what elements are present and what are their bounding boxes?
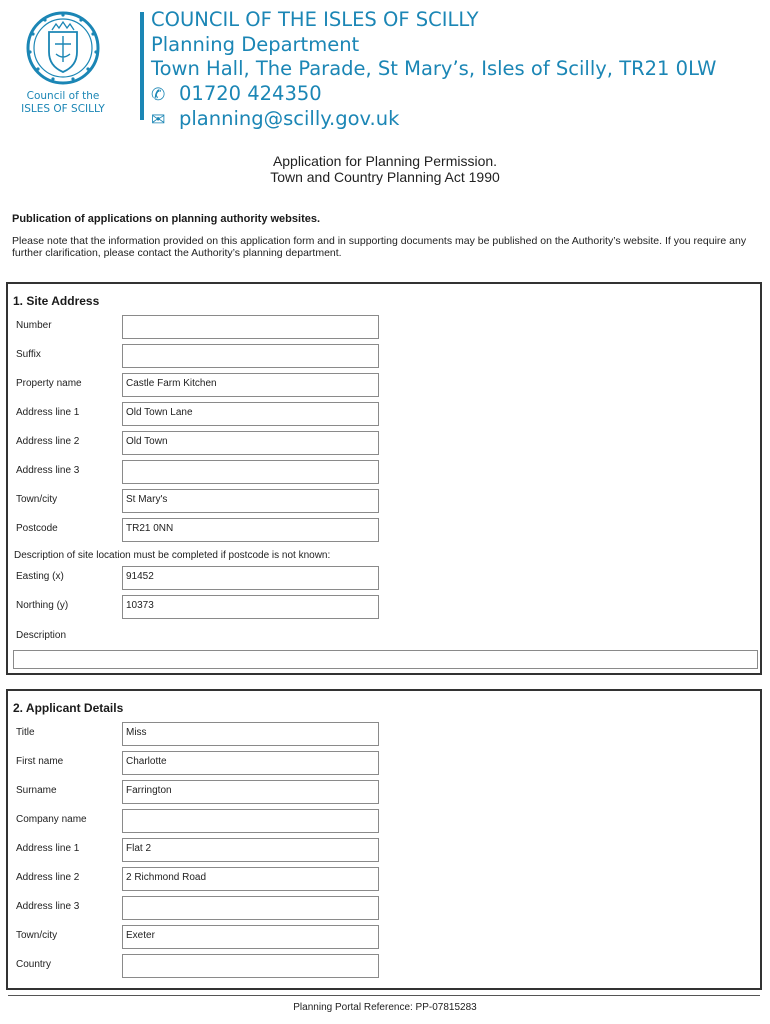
contact-phone <box>151 82 716 108</box>
phone-icon: ✆ <box>151 84 166 105</box>
council-crest-icon <box>25 8 101 88</box>
form-row <box>8 925 760 951</box>
section-title: 1. Site Address <box>13 294 100 308</box>
email-icon: ✉ <box>151 110 166 130</box>
form-row <box>8 566 760 592</box>
field-label: Title <box>16 727 35 738</box>
form-row <box>8 431 760 457</box>
form-row <box>8 751 760 777</box>
field-label: Town/city <box>16 494 58 505</box>
form-row <box>8 867 760 893</box>
site-address-line3-input[interactable] <box>122 460 379 484</box>
header-divider <box>140 12 144 120</box>
country-input[interactable] <box>122 954 379 978</box>
description-label: Description <box>16 630 67 641</box>
department-name: Planning Department <box>151 32 360 56</box>
northing-input[interactable]: 10373 <box>122 595 379 619</box>
form-row <box>8 518 760 544</box>
form-row <box>8 896 760 922</box>
site-address-line2-input[interactable]: Old Town <box>122 431 379 455</box>
applicant-address-line3-input[interactable] <box>122 896 379 920</box>
field-label: Address line 2 <box>16 436 80 447</box>
site-town-input[interactable]: St Mary's <box>122 489 379 513</box>
surname-input[interactable]: Farrington <box>122 780 379 804</box>
council-logo <box>18 8 108 128</box>
form-row <box>8 315 760 341</box>
company-name-input[interactable] <box>122 809 379 833</box>
form-row <box>8 780 760 806</box>
form-row <box>8 460 760 486</box>
field-label: Address line 1 <box>16 407 80 418</box>
form-row <box>8 489 760 515</box>
field-label: Address line 2 <box>16 872 80 883</box>
form-row <box>8 402 760 428</box>
form-row <box>8 838 760 864</box>
logo-text-line1: Council of the <box>26 90 100 102</box>
field-label: Postcode <box>16 523 58 534</box>
contact-email <box>151 107 716 133</box>
publication-notice: Please note that the information provided on this application form and in supporting documents may be published on the Authority’s website. If you require any further clarification, please contact the Authority’s planning department. <box>12 235 747 259</box>
field-label: Surname <box>16 785 57 796</box>
portal-reference: Planning Portal Reference: PP-07815283 <box>293 1002 477 1013</box>
postcode-input[interactable]: TR21 0NN <box>122 518 379 542</box>
council-address: Town Hall, The Parade, St Mary’s, Isles of Scilly, TR21 0LW <box>151 57 717 80</box>
phone-number: 01720 424350 <box>179 81 322 105</box>
form-row <box>8 373 760 399</box>
form-row <box>8 722 760 748</box>
page-header <box>0 0 770 140</box>
form-row <box>8 344 760 370</box>
field-label: Northing (y) <box>16 600 69 611</box>
suffix-input[interactable] <box>122 344 379 368</box>
applicant-address-line2-input[interactable]: 2 Richmond Road <box>122 867 379 891</box>
description-input[interactable] <box>13 650 758 669</box>
document-title <box>0 153 770 185</box>
field-label: Company name <box>16 814 87 825</box>
field-label: Country <box>16 959 52 970</box>
field-label: Address line 3 <box>16 465 80 476</box>
field-label: Number <box>16 320 52 331</box>
field-label: Property name <box>16 378 82 389</box>
number-input[interactable] <box>122 315 379 339</box>
location-note: Description of site location must be completed if postcode is not known: <box>14 550 331 561</box>
title-input[interactable]: Miss <box>122 722 379 746</box>
field-label: Address line 1 <box>16 843 80 854</box>
field-label: Suffix <box>16 349 41 360</box>
field-label: Address line 3 <box>16 901 80 912</box>
form-row <box>8 954 760 980</box>
form-row <box>8 595 760 621</box>
form-row <box>8 809 760 835</box>
site-address-line1-input[interactable]: Old Town Lane <box>122 402 379 426</box>
email-address[interactable]: planning@scilly.gov.uk <box>179 107 400 130</box>
applicant-details-section <box>6 689 762 990</box>
applicant-address-line1-input[interactable]: Flat 2 <box>122 838 379 862</box>
document-title-line2: Town and Country Planning Act 1990 <box>270 169 500 185</box>
field-label: First name <box>16 756 64 767</box>
footer-divider <box>8 995 760 996</box>
field-label: Easting (x) <box>16 571 64 582</box>
publication-heading: Publication of applications on planning authority websites. <box>12 213 321 225</box>
first-name-input[interactable]: Charlotte <box>122 751 379 775</box>
applicant-town-input[interactable]: Exeter <box>122 925 379 949</box>
document-title-line1: Application for Planning Permission. <box>272 153 498 169</box>
property-name-input[interactable]: Castle Farm Kitchen <box>122 373 379 397</box>
council-name: COUNCIL OF THE ISLES OF SCILLY <box>151 8 479 31</box>
field-label: Town/city <box>16 930 58 941</box>
section-title: 2. Applicant Details <box>13 701 124 715</box>
easting-input[interactable]: 91452 <box>122 566 379 590</box>
site-address-section <box>6 282 762 675</box>
logo-text-line2: ISLES OF SCILLY <box>21 103 105 115</box>
